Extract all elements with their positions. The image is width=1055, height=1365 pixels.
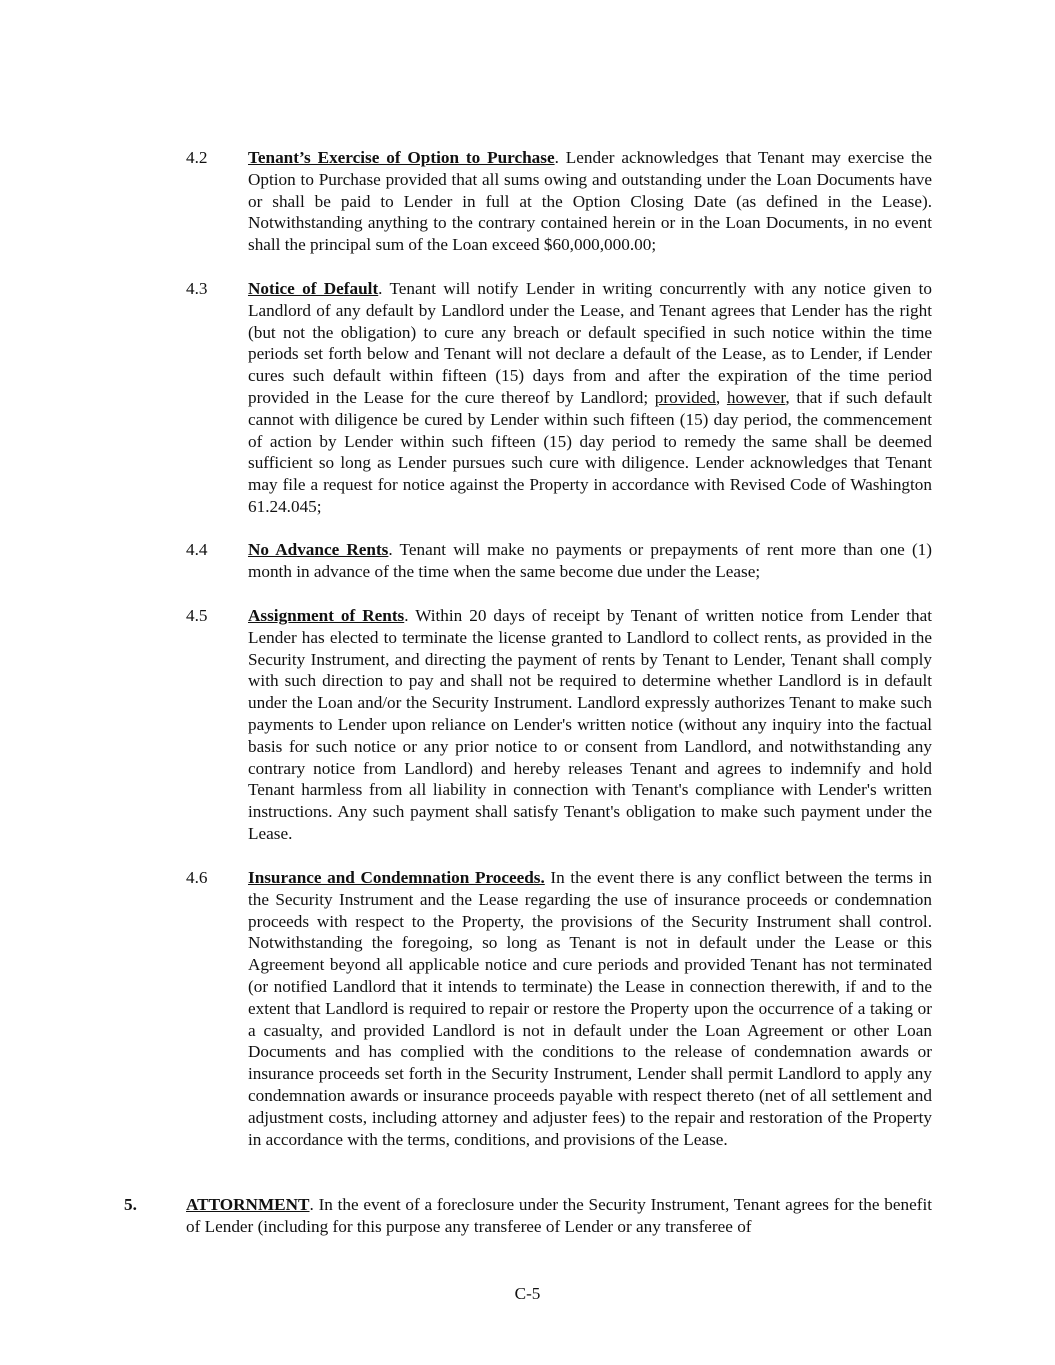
section-5-attornment [124, 1194, 932, 1238]
section-text: . Within 20 days of receipt by Tenant of written notice from Lender that Lender has elected to terminate the license granted to Landlord to collect rents, as provided in the Security Instrument, and directing the payment of rents by Tenant to Lender, Tenant shall comply with such direction to pay and shall not be required to determine whether Landlord is in default under the Loan and/or the Security Instrument. Landlord expressly authorizes Tenant to make such payments to Lender upon reliance on Lender's written notice (without any inquiry into the factual basis for such notice or any prior notice to or consent from Landlord, and notwithstanding any contrary notice from Landlord) and hereby releases Tenant and agrees to indemnify and hold Tenant harmless from all liability in connection with Tenant's compliance with Lender's written instructions. Any such payment shall satisfy Tenant's obligation to make such payment under the Lease. [248, 606, 932, 843]
page-number: C-5 [514, 1284, 541, 1303]
section-body [186, 1194, 932, 1238]
section-4-5 [186, 605, 932, 845]
section-number: 5. [124, 1195, 137, 1214]
section-number: 4.3 [186, 279, 208, 298]
section-text-continued: , that if such default cannot with diligence be cured by Lender within such fifteen (15) day period, the commencement of action by Lender within such fifteen (15) day period to remedy the same shall be deemed sufficient so long as Lender pursues such cure with diligence. Lender acknowledges that Tenant may file a request for notice against the Property in accordance with Revised Code of Washington 61.24.045; [248, 387, 933, 516]
section-4-4 [186, 539, 932, 583]
section-number: 4.2 [186, 148, 208, 167]
section-heading: Assignment of Rents [248, 606, 405, 625]
section-4-6 [186, 867, 932, 1150]
section-number: 4.5 [186, 606, 208, 625]
section-text: . Lender acknowledges that Tenant may exercise the Option to Purchase provided that all sums owing and outstanding under the Loan Documents have or shall be paid to Lender in full at the Option Closing Date (as defined in the Lease). Notwithstanding anything to the contrary contained herein or in the Loan Documents, in no event shall the principal sum of the Loan exceed $60,000,000.00; [248, 148, 932, 255]
section-heading: No Advance Rents [248, 540, 389, 559]
section-heading: Insurance and Condemnation Proceeds. [248, 868, 545, 887]
section-body [248, 539, 932, 583]
section-text: . Tenant will notify Lender in writing concurrently with any notice given to Landlord of any default by Landlord under the Lease, and Tenant agrees that Lender has the right (but not the obligation) to cure any breach or default specified in such notice within the time periods set forth below and Tenant will not declare a default of the Lease, as to Lender, if Lender cures such default within fifteen (15) days from and after the expiration of the time period provided in the Lease for the cure thereof by Landlord; [248, 279, 932, 407]
section-heading: Notice of Default [248, 279, 379, 298]
provided-term: provided [654, 387, 716, 407]
section-text: . Tenant will make no payments or prepayments of rent more than one (1) month in advance of the time when the same become due under the Lease; [248, 540, 933, 581]
section-4-2 [186, 147, 932, 256]
section-4-3 [186, 278, 932, 518]
section-body [248, 278, 932, 518]
section-body [248, 867, 932, 1150]
section-heading: ATTORNMENT [186, 1195, 310, 1214]
section-number: 4.4 [186, 540, 208, 559]
section-heading: Tenant’s Exercise of Option to Purchase [248, 148, 555, 167]
however-term: however [726, 387, 786, 407]
section-text: In the event there is any conflict between the terms in the Security Instrument and the Lease regarding the use of insurance proceeds or condemnation proceeds with respect to the Property, the provisions of the Security Instrument shall control. Notwithstanding the foregoing, so long as Tenant is not in default under the Lease or this Agreement beyond all applicable notice and cure periods and provided Tenant has not terminated (or notified Landlord that it intends to terminate) the Lease in connection therewith, if and to the extent that Landlord is required to repair or restore the Property upon the occurrence of a taking or a casualty, and provided Landlord is not in default under the Loan Agreement or other Loan Documents and has complied with the conditions to the release of condemnation awards or insurance proceeds set forth in the Security Instrument, Lender shall permit Landlord to apply any condemnation awards or insurance proceeds payable with respect thereto (net of all settlement and adjustment costs, including attorney and adjuster fees) to the repair and restoration of the Property in accordance with the terms, conditions, and provisions of the Lease. [248, 868, 932, 1149]
section-text: . In the event of a foreclosure under the Security Instrument, Tenant agrees for the benefit of Lender (including for this purpose any transferee of Lender or any transferee of [186, 1195, 932, 1236]
section-body [248, 605, 932, 845]
separator-text: , [715, 387, 727, 407]
section-body [248, 147, 932, 256]
section-number: 4.6 [186, 868, 208, 887]
